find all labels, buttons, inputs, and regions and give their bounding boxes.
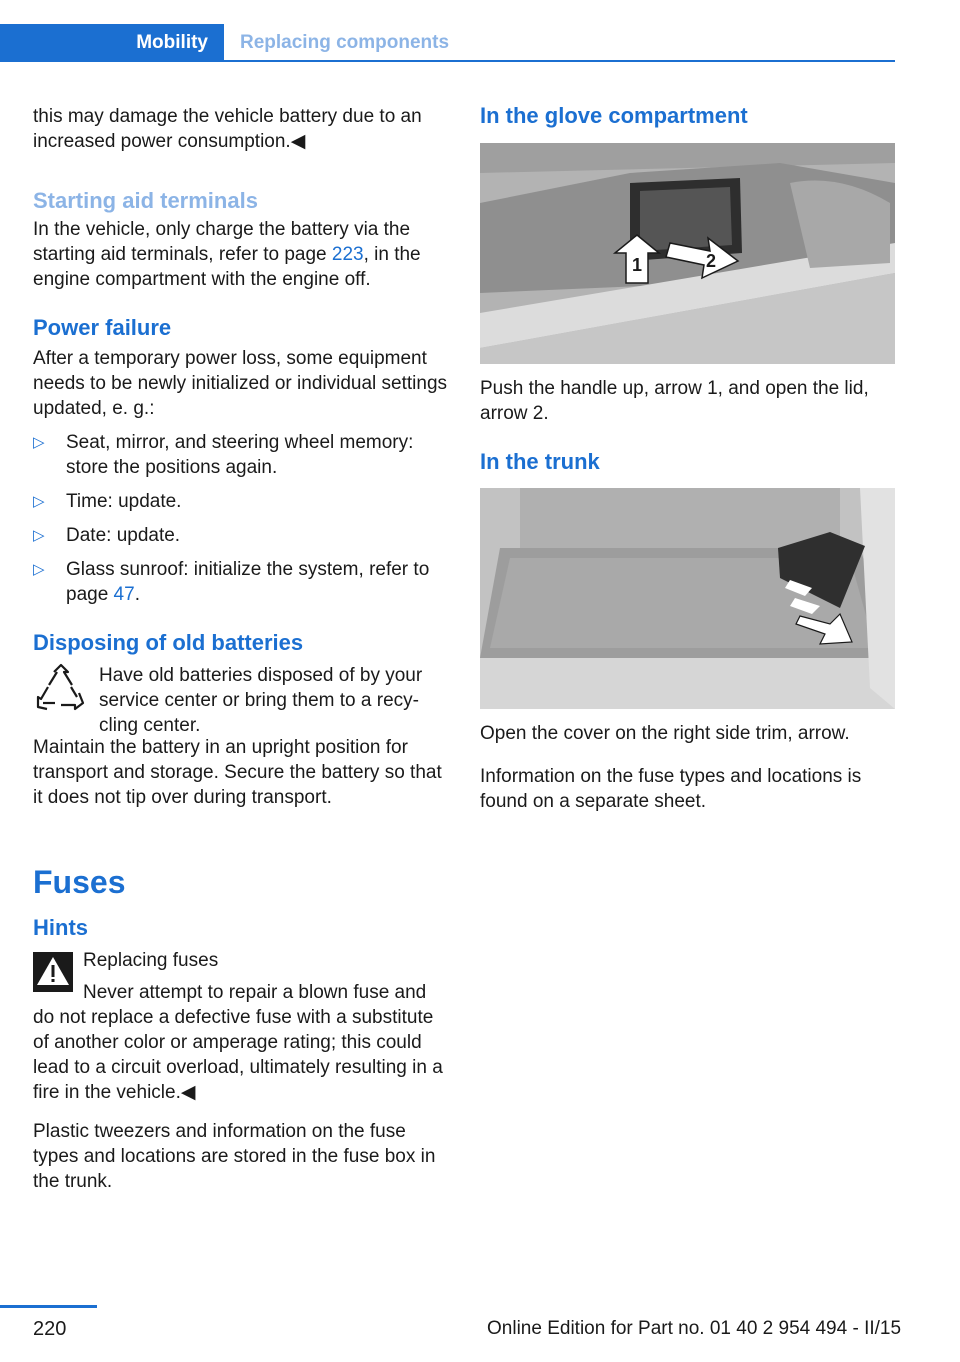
page-header	[0, 0, 895, 62]
starting-aid-text-after: , in the engine compartment with the engine off.	[33, 244, 421, 290]
trunk-image	[480, 488, 895, 709]
intro-paragraph: this may damage the vehicle battery due to an increased power consumption.◀	[33, 106, 422, 152]
fuses-location-paragraph: Plastic tweezers and information on the fuse types and locations are stored in the fuse box in the trunk.	[33, 1121, 436, 1192]
section-tab-replacing-components[interactable]: Replacing components	[240, 32, 450, 53]
page-link-223[interactable]: 223	[331, 244, 364, 265]
fuses-heading: Fuses	[33, 864, 126, 900]
power-failure-list	[33, 430, 448, 607]
trunk-paragraph: Open the cover on the right side trim, arrow.	[480, 723, 850, 744]
glove-compartment-heading: In the glove compartment	[480, 103, 748, 128]
list-item	[33, 430, 448, 489]
warning-note	[33, 948, 448, 1105]
trunk-info-paragraph: Information on the fuse types and locations is found on a separate sheet.	[480, 766, 862, 812]
list-item	[33, 523, 448, 557]
starting-aid-paragraph	[33, 217, 448, 292]
disposing-note-text: Have old batteries disposed of by your service center or bring them to a recycling center.	[99, 665, 423, 736]
edition-note: Online Edition for Part no. 01 40 2 954 494 - II/15	[487, 1318, 902, 1339]
header-rule	[0, 60, 895, 62]
warning-icon	[33, 952, 73, 992]
left-column	[33, 100, 448, 1194]
disposing-note	[33, 663, 448, 738]
recycle-icon	[35, 663, 87, 715]
arrow-label-1: 1	[631, 255, 643, 275]
section-tab-mobility[interactable]: Mobility	[0, 24, 224, 61]
disposing-paragraph: Maintain the battery in an upright position for transport and storage. Secure the battery so that it does not tip over during transport.	[33, 737, 442, 808]
triangle-right-icon: ▷	[33, 493, 45, 510]
triangle-right-icon: ▷	[33, 561, 45, 578]
right-column	[480, 100, 895, 814]
warning-heading: Replacing fuses	[83, 950, 219, 971]
list-item-text: Seat, mirror, and steering wheel memory: store the positions again.	[66, 432, 414, 478]
arrow-label-2: 2	[705, 251, 717, 271]
list-item	[33, 557, 448, 607]
warning-text: Never attempt to repair a blown fuse and do not replace a defective fuse with a substitute of another color or amperage rating; this could lead to a circuit overload, ultimately resulting in a fire in the vehicle.◀	[33, 982, 443, 1103]
glove-compartment-illustration	[480, 143, 895, 364]
triangle-right-icon: ▷	[33, 527, 45, 544]
starting-aid-heading: Starting aid terminals	[33, 188, 258, 213]
hints-heading: Hints	[33, 915, 88, 940]
glove-compartment-image	[480, 143, 895, 364]
list-item-text-end: .	[134, 584, 140, 605]
trunk-heading: In the trunk	[480, 449, 600, 474]
glove-compartment-paragraph: Push the handle up, arrow 1, and open the lid, arrow 2.	[480, 378, 869, 424]
list-item-text: Time: update.	[66, 491, 182, 512]
power-failure-heading: Power failure	[33, 315, 172, 340]
page-number: 220	[33, 1318, 67, 1340]
list-item-text: Date: update.	[66, 525, 181, 546]
power-failure-paragraph: After a temporary power loss, some equipment needs to be newly initialized or individual settings updated, e. g.:	[33, 348, 448, 419]
starting-aid-text-before: In the vehicle, only charge the battery via the starting aid terminals, refer to page	[33, 219, 411, 265]
list-item	[33, 489, 448, 523]
trunk-illustration	[480, 488, 895, 709]
list-item-text: Glass sunroof: initialize the system, refer to page	[66, 559, 430, 605]
page-link-47[interactable]: 47	[113, 584, 135, 605]
disposing-heading: Disposing of old batteries	[33, 630, 304, 655]
triangle-right-icon: ▷	[33, 434, 45, 451]
footer-rule	[0, 1305, 97, 1308]
